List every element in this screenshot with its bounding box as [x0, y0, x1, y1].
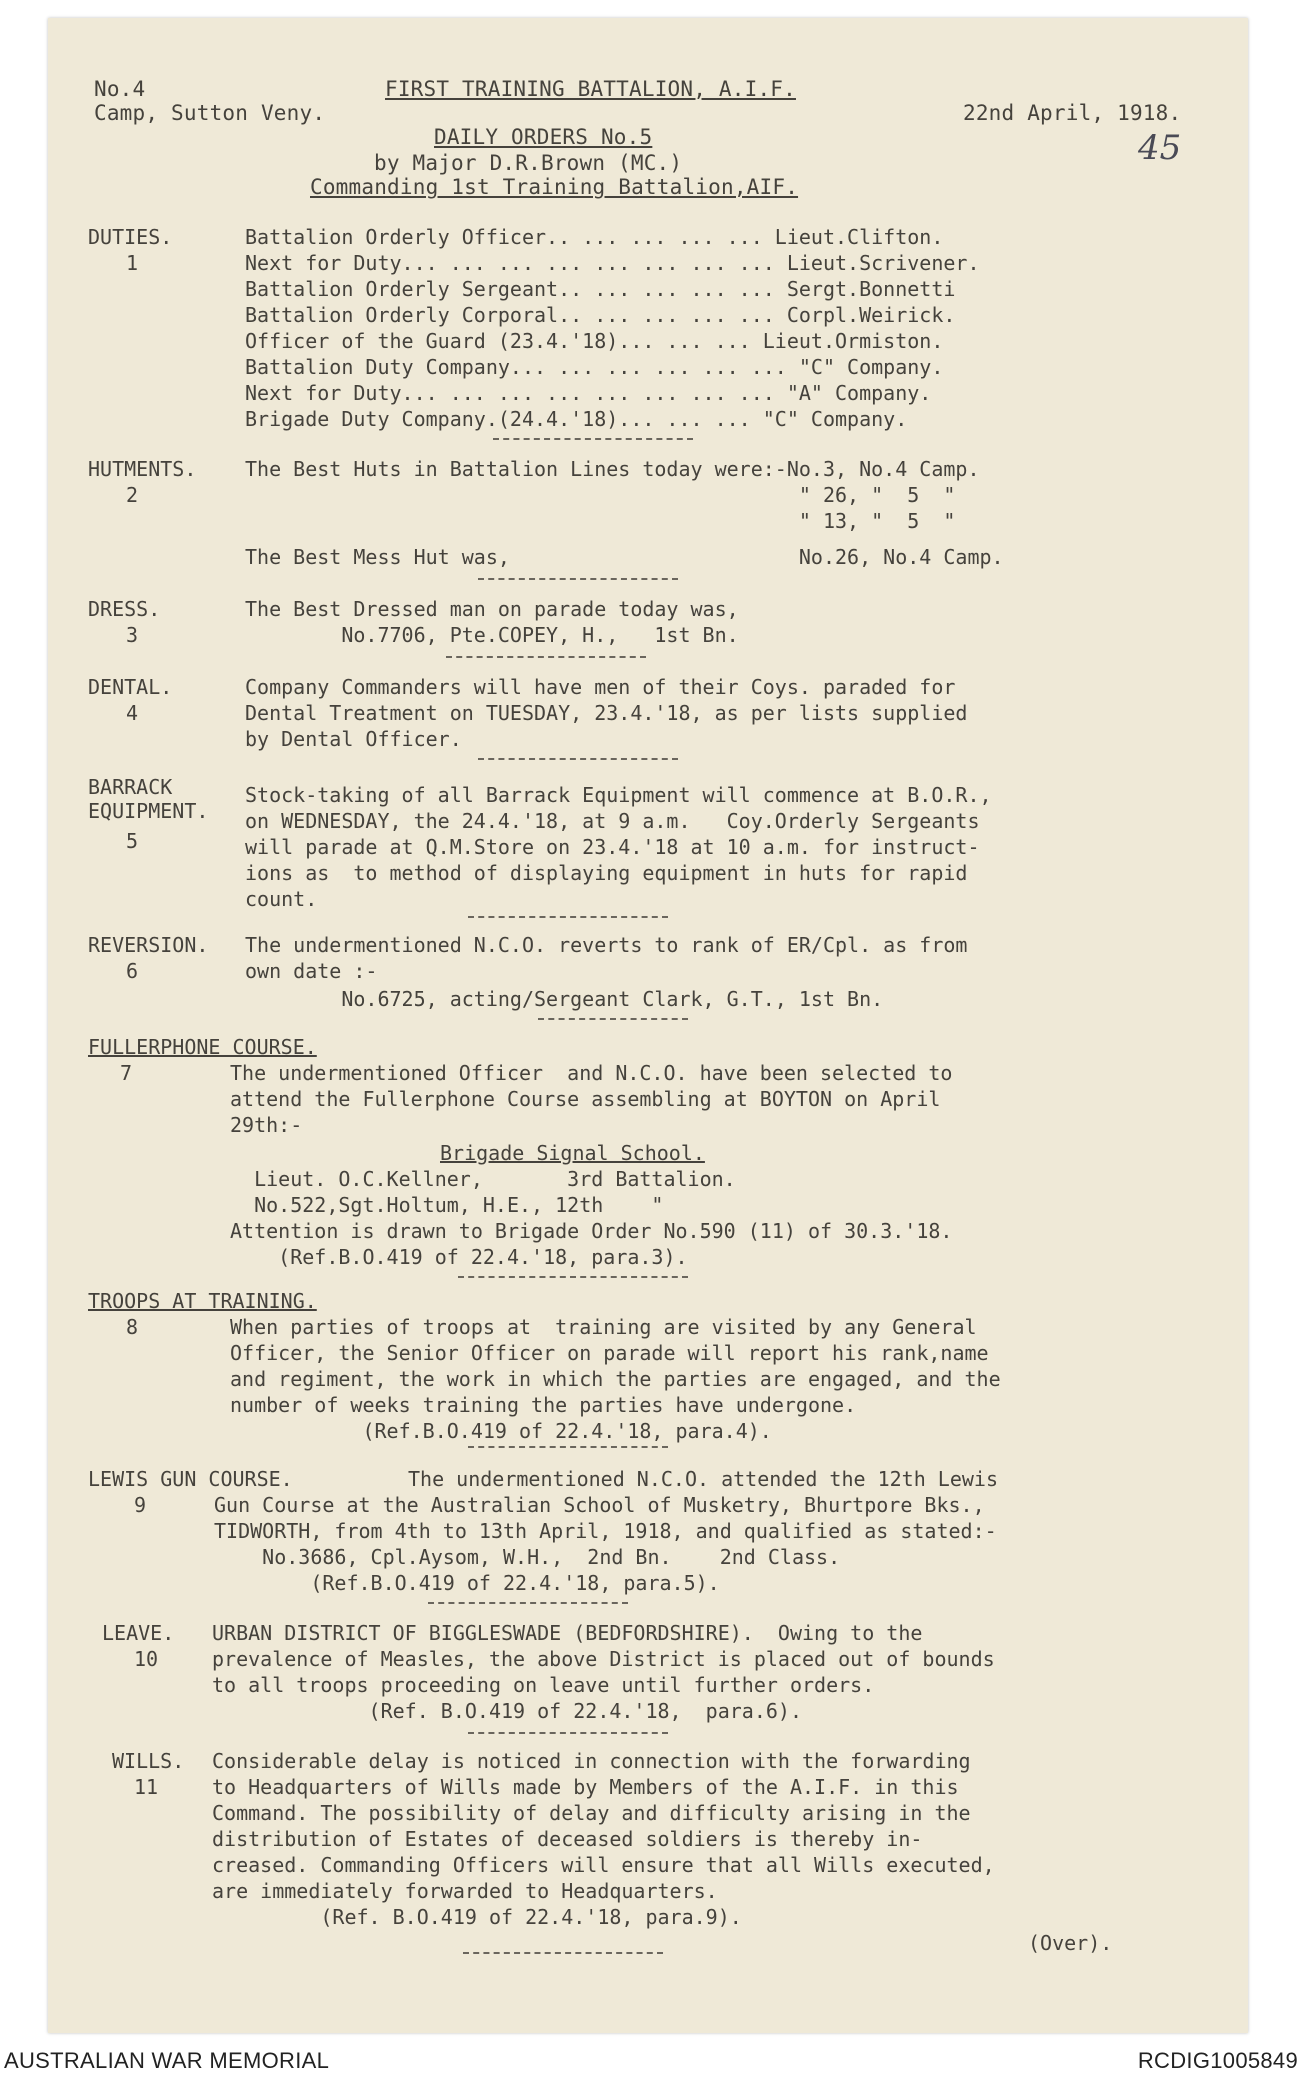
barrack-line: on WEDNESDAY, the 24.4.'18, at 9 a.m. Coy.Orderly Sergeants: [245, 809, 980, 833]
signal-school: Brigade Signal School.: [440, 1141, 705, 1165]
duties-line: Next for Duty... ... ... ... ... ... ... ... Lieut.Scrivener.: [245, 251, 980, 275]
section-title-lewis: LEWIS GUN COURSE.: [88, 1467, 293, 1491]
archive-reference: RCDIG1005849: [1137, 2048, 1298, 2073]
fullerphone-line: 29th:-: [230, 1113, 303, 1137]
dress-line: No.7706, Pte.COPEY, H., 1st Bn.: [245, 623, 739, 647]
section-num-barrack: 5: [126, 829, 139, 853]
section-num-fullerphone: 7: [120, 1061, 133, 1085]
duties-line: Officer of the Guard (23.4.'18)... ... ... Lieut.Ormiston.: [245, 329, 944, 353]
reversion-line: The undermentioned N.C.O. reverts to rank of ER/Cpl. as from: [245, 933, 968, 957]
wills-line: Command. The possibility of delay and difficulty arising in the: [212, 1801, 971, 1825]
daily-orders-title: DAILY ORDERS No.5: [434, 125, 653, 149]
leave-line: URBAN DISTRICT OF BIGGLESWADE (BEDFORDSHIRE). Owing to the: [212, 1621, 923, 1645]
hutments-line: " 13, " 5 ": [245, 509, 956, 533]
lewis-line: Gun Course at the Australian School of Musketry, Bhurtpore Bks.,: [214, 1493, 985, 1517]
section-title-duties: DUTIES.: [88, 225, 173, 249]
section-divider: [458, 1276, 688, 1278]
over-note: (Over).: [1028, 1931, 1113, 1955]
section-num-duties: 1: [126, 251, 139, 275]
section-title-hutments: HUTMENTS.: [88, 457, 197, 481]
section-title-dress: DRESS.: [88, 597, 161, 621]
section-title-troops: TROOPS AT TRAINING.: [88, 1289, 317, 1313]
leave-line: prevalence of Measles, the above District is placed out of bounds: [212, 1647, 995, 1671]
wills-line: (Ref. B.O.419 of 22.4.'18, para.9).: [212, 1905, 742, 1929]
dental-line: by Dental Officer.: [245, 727, 462, 751]
section-divider: [463, 1952, 663, 1954]
fullerphone-line: attend the Fullerphone Course assembling at BOYTON on April: [230, 1087, 941, 1111]
barrack-line: count.: [245, 887, 318, 911]
header-left-line1: No.4: [94, 77, 146, 101]
section-title-dental: DENTAL.: [88, 675, 173, 699]
fullerphone-line: (Ref.B.O.419 of 22.4.'18, para.3).: [230, 1245, 688, 1269]
section-title-leave: LEAVE.: [102, 1621, 175, 1645]
duties-line: Brigade Duty Company.(24.4.'18)... ... ... "C" Company.: [245, 407, 908, 431]
fullerphone-line: Attention is drawn to Brigade Order No.590 (11) of 30.3.'18.: [230, 1219, 953, 1243]
reversion-line: own date :-: [245, 959, 378, 983]
header-left-line2: Camp, Sutton Veny.: [94, 101, 326, 125]
fullerphone-line: The undermentioned Officer and N.C.O. have been selected to: [230, 1061, 953, 1085]
wills-line: are immediately forwarded to Headquarters.: [212, 1879, 718, 1903]
leave-line: to all troops proceeding on leave until further orders.: [212, 1673, 875, 1697]
leave-line: (Ref. B.O.419 of 22.4.'18, para.6).: [212, 1699, 803, 1723]
section-title-wills: WILLS.: [112, 1749, 185, 1773]
lewis-line: (Ref.B.O.419 of 22.4.'18, para.5).: [214, 1571, 720, 1595]
troops-line: (Ref.B.O.419 of 22.4.'18, para.4).: [230, 1419, 772, 1443]
fullerphone-line: No.522,Sgt.Holtum, H.E., 12th ": [230, 1193, 664, 1217]
duties-line: Battalion Orderly Sergeant.. ... ... ... ... Sergt.Bonnetti: [245, 277, 956, 301]
section-divider: [468, 1732, 668, 1734]
barrack-line: Stock-taking of all Barrack Equipment will commence at B.O.R.,: [245, 783, 992, 807]
section-divider: [468, 1446, 668, 1448]
troops-line: When parties of troops at training are visited by any General: [230, 1315, 977, 1339]
section-num-dress: 3: [126, 623, 139, 647]
dress-line: The Best Dressed man on parade today was,: [245, 597, 739, 621]
hutments-line: " 26, " 5 ": [245, 483, 956, 507]
handwritten-page-number: 45: [1138, 128, 1182, 168]
duties-line: Battalion Duty Company... ... ... ... ... ... "C" Company.: [245, 355, 944, 379]
archive-credit: AUSTRALIAN WAR MEMORIAL: [4, 2048, 330, 2073]
wills-line: distribution of Estates of deceased soldiers is thereby in-: [212, 1827, 923, 1851]
section-divider: [478, 578, 678, 580]
barrack-line: will parade at Q.M.Store on 23.4.'18 at 10 a.m. for instruct-: [245, 835, 980, 859]
commanding-line: Commanding 1st Training Battalion,AIF.: [310, 175, 799, 199]
lewis-line: The undermentioned N.C.O. attended the 12th Lewis: [408, 1467, 999, 1491]
section-title-barrack-2: EQUIPMENT.: [88, 799, 209, 823]
section-num-hutments: 2: [126, 483, 139, 507]
troops-line: number of weeks training the parties have undergone.: [230, 1393, 857, 1417]
duties-line: Battalion Orderly Officer.. ... ... ... ... Lieut.Clifton.: [245, 225, 944, 249]
document-page: [48, 18, 1248, 2033]
barrack-line: ions as to method of displaying equipment in huts for rapid: [245, 861, 968, 885]
battalion-title: FIRST TRAINING BATTALION, A.I.F.: [385, 77, 796, 101]
section-num-leave: 10: [134, 1647, 159, 1671]
fullerphone-line: Lieut. O.C.Kellner, 3rd Battalion.: [230, 1167, 736, 1191]
section-num-reversion: 6: [126, 959, 139, 983]
lewis-line: TIDWORTH, from 4th to 13th April, 1918, and qualified as stated:-: [214, 1519, 997, 1543]
troops-line: Officer, the Senior Officer on parade will report his rank,name: [230, 1341, 989, 1365]
section-divider: [428, 1602, 628, 1604]
section-num-dental: 4: [126, 701, 139, 725]
section-title-barrack: BARRACK: [88, 775, 173, 799]
section-divider: [538, 1018, 688, 1020]
duties-line: Battalion Orderly Corporal.. ... ... ... ... Corpl.Weirick.: [245, 303, 956, 327]
order-date: 22nd April, 1918.: [963, 101, 1182, 125]
section-divider: [478, 758, 678, 760]
section-divider: [446, 656, 646, 658]
wills-line: creased. Commanding Officers will ensure that all Wills executed,: [212, 1853, 995, 1877]
section-divider: [468, 916, 668, 918]
section-title-reversion: REVERSION.: [88, 933, 209, 957]
wills-line: to Headquarters of Wills made by Members of the A.I.F. in this: [212, 1775, 959, 1799]
section-num-troops: 8: [126, 1315, 139, 1339]
hutments-line: The Best Huts in Battalion Lines today were:-No.3, No.4 Camp.: [245, 457, 980, 481]
lewis-line: No.3686, Cpl.Aysom, W.H., 2nd Bn. 2nd Class.: [214, 1545, 841, 1569]
issued-by: by Major D.R.Brown (MC.): [374, 151, 683, 175]
section-divider: [493, 438, 693, 440]
section-num-lewis: 9: [134, 1493, 147, 1517]
wills-line: Considerable delay is noticed in connection with the forwarding: [212, 1749, 971, 1773]
troops-line: and regiment, the work in which the parties are engaged, and the: [230, 1367, 1001, 1391]
reversion-line: No.6725, acting/Sergeant Clark, G.T., 1st Bn.: [245, 987, 884, 1011]
dental-line: Dental Treatment on TUESDAY, 23.4.'18, as per lists supplied: [245, 701, 968, 725]
dental-line: Company Commanders will have men of their Coys. paraded for: [245, 675, 956, 699]
section-title-fullerphone: FULLERPHONE COURSE.: [88, 1035, 317, 1059]
hutments-line: The Best Mess Hut was, No.26, No.4 Camp.: [245, 545, 1004, 569]
duties-line: Next for Duty... ... ... ... ... ... ... ... "A" Company.: [245, 381, 932, 405]
section-num-wills: 11: [134, 1775, 159, 1799]
